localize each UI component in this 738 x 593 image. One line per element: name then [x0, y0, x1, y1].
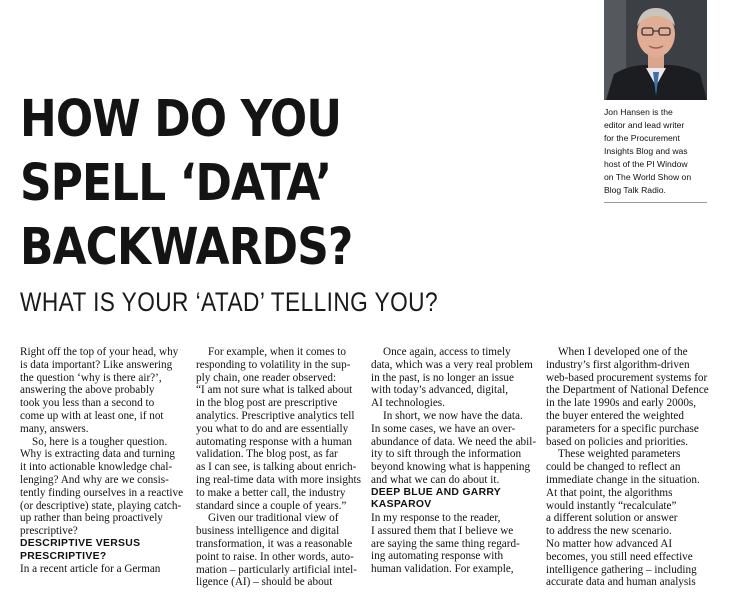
text-line: In short, we now have the data. [383, 409, 523, 422]
text-line: analytics. Prescriptive analytics tell [196, 409, 355, 422]
text-line: In my response to the reader, [371, 511, 501, 524]
text-line: In a recent article for a German [20, 563, 161, 576]
text-line: and what we can do about it. [371, 473, 500, 486]
text-line: the buyer entered the weighted [546, 409, 684, 422]
paragraph [546, 346, 709, 448]
headline-line-1: HOW DO YOU [20, 90, 342, 149]
paragraph [371, 409, 537, 487]
text-line: transformation, it was a reasonable [196, 537, 353, 550]
text-line: business intelligence and digital [196, 525, 340, 538]
text-line: with today’s advanced, digital, [371, 384, 509, 397]
text-line: to address the new scenario. [546, 525, 672, 538]
text-line: come up with at least one, if not [20, 409, 164, 422]
text-line: tently finding ourselves in a reactive [20, 486, 184, 499]
text-line: PRESCRIPTIVE? [20, 550, 107, 562]
text-line: Why is extracting data and turning [20, 448, 176, 461]
text-line: to make a better call, the industry [196, 486, 346, 499]
paragraph [20, 435, 184, 538]
text-line: “I am not sure what is talked about [196, 384, 353, 397]
text-line: immediate change in the situation. [546, 473, 700, 486]
text-line: as I can see, is talking about enrich- [196, 461, 357, 474]
text-line: Once again, access to timely [383, 346, 511, 358]
text-line: you what to do and are essentially [196, 422, 349, 435]
paragraph [196, 346, 361, 512]
text-line: ply chain, one reader observed: [196, 371, 337, 384]
text-line: At that point, the algorithms [546, 486, 673, 499]
text-line: Right off the top of your head, why [20, 346, 179, 358]
text-line: I assured them that I believe we [371, 524, 514, 537]
text-line: No matter how advanced AI [546, 537, 673, 550]
text-line: (or descriptive) state, playing catch- [20, 499, 182, 512]
text-line: are saying the same thing regard- [371, 537, 520, 550]
section-heading [371, 487, 531, 512]
text-line: ing automating response with [371, 550, 504, 563]
text-line: When I developed one of the [558, 346, 688, 358]
section-heading [20, 538, 180, 563]
text-line: beyond knowing what is happening [371, 461, 531, 474]
text-line: in the past, is no longer an issue [371, 371, 514, 384]
subheadline: WHAT IS YOUR ‘ATAD’ TELLING YOU? [20, 287, 439, 317]
text-line: a different solution or answer [546, 512, 678, 525]
text-line: based on policies and priorities. [546, 435, 688, 448]
article-column-2 [196, 346, 361, 589]
text-line: standard since a couple of years.” [196, 499, 347, 512]
article-column-3 [371, 346, 537, 576]
text-line: up rather than being proactively [20, 512, 163, 525]
text-line: ligence (AI) – should be about [196, 576, 333, 589]
text-line: DESCRIPTIVE VERSUS [20, 537, 141, 549]
text-line: KASPAROV [371, 499, 432, 511]
text-line: For example, when it comes to [208, 346, 346, 358]
text-line: the question ‘why is there air?’, [20, 371, 162, 384]
paragraph [20, 563, 180, 576]
text-line: the Department of National Defence [546, 384, 709, 397]
text-line: in the blog post are prescriptive [196, 397, 338, 410]
text-line: industry’s first algorithm-driven [546, 358, 690, 371]
text-line: ing real-time data with more insights [196, 473, 361, 486]
text-line: In some cases, we have an over- [371, 422, 516, 435]
text-line: lenging? And why are we consis- [20, 473, 169, 486]
text-line: data, which was a very real problem [371, 358, 533, 371]
text-line: intelligence gathering – including [546, 563, 697, 576]
bio-divider [604, 202, 707, 203]
text-line: validation. The blog post, as far [196, 448, 338, 461]
headline [20, 88, 381, 280]
text-line: DEEP BLUE AND GARRY [371, 486, 502, 498]
text-line: many, answers. [20, 422, 89, 435]
text-line: prescriptive? [20, 525, 78, 538]
text-line: parameters for a specific purchase [546, 422, 699, 435]
text-line: answering the above probably [20, 384, 155, 397]
text-line: web-based procurement systems for [546, 371, 708, 384]
text-line: abundance of data. We need the abil- [371, 435, 537, 448]
text-line: mation – particularly artificial intel- [196, 563, 357, 576]
headline-line-3: BACKWARDS? [20, 218, 353, 277]
text-line: took you less than a second to [20, 397, 155, 410]
text-line: automating response with a human [196, 435, 352, 448]
text-line: is data important? Like answering [20, 358, 173, 371]
author-bio: Jon Hansen is the editor and lead writer for the Procurement Insights Blog and was host of the PI Window on The World Show on Blog Talk Radio. [604, 107, 692, 195]
paragraph [546, 448, 706, 589]
text-line: becomes, you still need effective [546, 550, 693, 563]
paragraph [196, 512, 356, 589]
text-line: in the late 1990s and early 2000s, [546, 397, 697, 410]
paragraph [371, 346, 531, 410]
text-line: point to raise. In other words, auto- [196, 550, 354, 563]
article-column-1 [20, 346, 184, 576]
author-portrait-icon [604, 0, 707, 100]
text-line: could be changed to reflect an [546, 461, 681, 474]
text-line: human validation. For example, [371, 563, 514, 576]
text-line: responding to volatility in the sup- [196, 358, 351, 371]
author-photo [604, 0, 707, 100]
text-line: ity to sift through the information [371, 448, 522, 461]
text-line: it into actionable knowledge chal- [20, 461, 173, 474]
paragraph [371, 512, 531, 576]
paragraph [20, 346, 180, 436]
text-line: So, here is a tougher question. [32, 435, 168, 448]
text-line: AI technologies. [371, 397, 445, 410]
text-line: accurate data and human analysis [546, 576, 696, 589]
text-line: Given our traditional view of [208, 512, 339, 525]
text-line: These weighted parameters [558, 448, 681, 461]
headline-line-2: SPELL ‘DATA’ [20, 154, 332, 213]
text-line: would instantly “recalculate” [546, 499, 677, 512]
article-column-4 [546, 346, 709, 589]
